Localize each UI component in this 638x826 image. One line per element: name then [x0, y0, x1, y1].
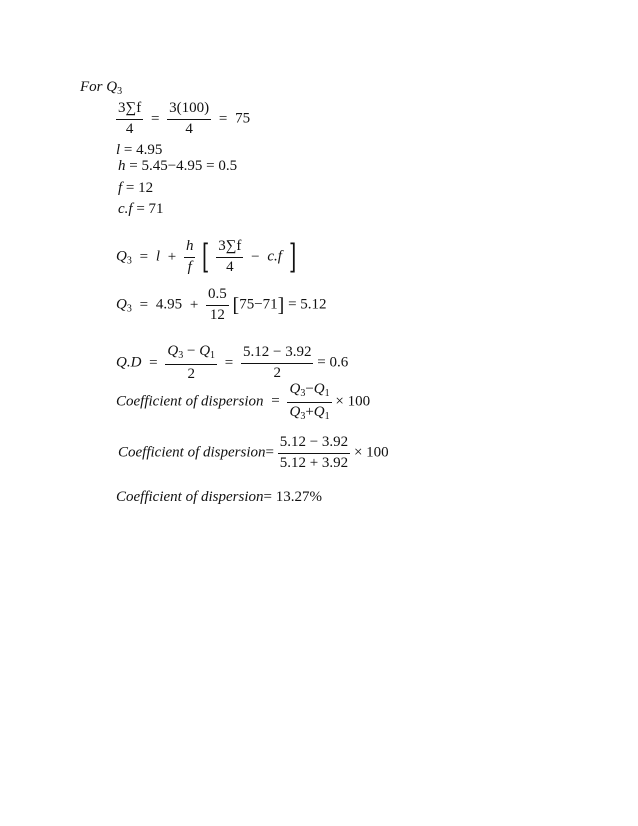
position-result: 75	[235, 110, 251, 127]
left-bracket: [	[232, 294, 240, 317]
fraction-numerator: h	[184, 239, 196, 258]
fraction-values	[241, 345, 313, 382]
equation-position	[116, 101, 250, 138]
q-var: Q	[116, 248, 127, 265]
q-sub: 3	[126, 303, 132, 315]
qd-label: Q.D	[116, 354, 142, 371]
fraction-numerator: 0.5	[206, 287, 229, 306]
coefficient-label: Coefficient of dispersion	[118, 444, 266, 461]
q3-result: = 5.12	[288, 296, 327, 313]
q-var: Q	[116, 296, 127, 313]
fraction-coefficient	[287, 382, 331, 422]
quartile-formula	[116, 239, 299, 276]
fraction-denominator: 5.12 + 3.92	[279, 454, 349, 471]
equals-sign: =	[263, 489, 272, 505]
times-100: × 100	[335, 393, 371, 410]
fraction-numerator: 3∑f	[216, 239, 243, 258]
equals-sign: =	[218, 110, 228, 127]
l-value: 4.95	[155, 296, 183, 313]
heading-for-q3	[80, 80, 122, 97]
h-var: h	[118, 158, 126, 174]
l-line	[116, 143, 162, 158]
fraction-values	[278, 435, 350, 472]
coefficient-substitution	[118, 435, 389, 472]
quartile-deviation	[116, 344, 348, 382]
coefficient-label: Coefficient of dispersion	[116, 393, 264, 410]
fraction-denominator: 4	[125, 120, 134, 137]
equals-sign: =	[139, 248, 149, 265]
equals-sign: =	[224, 354, 234, 371]
h-line	[118, 159, 237, 174]
fraction-numerator: $Q_3-Q_1$	[287, 382, 331, 403]
coefficient-formula	[116, 382, 370, 422]
times-100: × 100	[353, 444, 389, 461]
equals-sign: =	[139, 296, 149, 313]
l-value: = 4.95	[123, 142, 163, 158]
l-var: l	[155, 248, 160, 265]
heading-prefix: For	[80, 79, 103, 95]
fraction-sum-f	[216, 239, 243, 276]
qd-result: = 0.6	[317, 354, 349, 371]
q-sub: 3	[126, 255, 132, 267]
fraction-denominator: 4	[226, 258, 234, 275]
fraction-numerator: $Q_3 - Q_1$	[165, 344, 217, 365]
fraction-sum-f	[116, 101, 143, 138]
f-var: f	[118, 180, 123, 196]
fraction-denominator: 4	[185, 120, 193, 137]
minus-sign: −	[251, 248, 260, 265]
cf-line	[118, 202, 164, 217]
l-var: l	[116, 142, 121, 158]
cf-value: = 71	[136, 201, 164, 217]
cf-var: c.f	[118, 201, 133, 217]
equals-sign: =	[271, 393, 280, 410]
fraction-q3-q1	[165, 344, 217, 382]
fraction-h-f-values	[206, 287, 229, 324]
fraction-numerator: 5.12 − 3.92	[241, 345, 313, 364]
coefficient-result-line	[116, 490, 322, 505]
right-bracket: ]	[277, 294, 285, 317]
fraction-denominator: f	[187, 258, 192, 275]
fraction-100	[167, 101, 211, 138]
f-line	[118, 181, 153, 196]
equals-sign: =	[150, 110, 160, 127]
fraction-numerator: 3∑f	[116, 101, 143, 120]
heading-var: Q	[106, 79, 118, 95]
quartile-calculation	[116, 287, 327, 324]
equals-sign: =	[265, 444, 274, 461]
f-value: = 12	[125, 180, 154, 196]
coefficient-label: Coefficient of dispersion	[116, 489, 264, 505]
fraction-denominator: $Q_3+Q_1$	[289, 403, 330, 422]
cf-var: c.f	[267, 248, 282, 265]
left-bracket: [	[202, 237, 210, 278]
fraction-denominator: 2	[273, 364, 281, 381]
h-value: = 5.45−4.95 = 0.5	[129, 158, 238, 174]
coefficient-result: 13.27%	[275, 489, 322, 505]
right-bracket: ]	[288, 237, 296, 278]
plus-sign: +	[167, 248, 177, 265]
fraction-h-f	[184, 239, 196, 276]
plus-sign: +	[189, 296, 199, 313]
fraction-denominator: 12	[209, 306, 225, 323]
fraction-denominator: 2	[187, 365, 195, 382]
heading-sub: 3	[117, 86, 123, 97]
bracket-contents: 75−71	[239, 296, 278, 313]
equals-sign: =	[149, 354, 158, 371]
fraction-numerator: 3(100)	[167, 101, 211, 120]
fraction-numerator: 5.12 − 3.92	[278, 435, 350, 454]
